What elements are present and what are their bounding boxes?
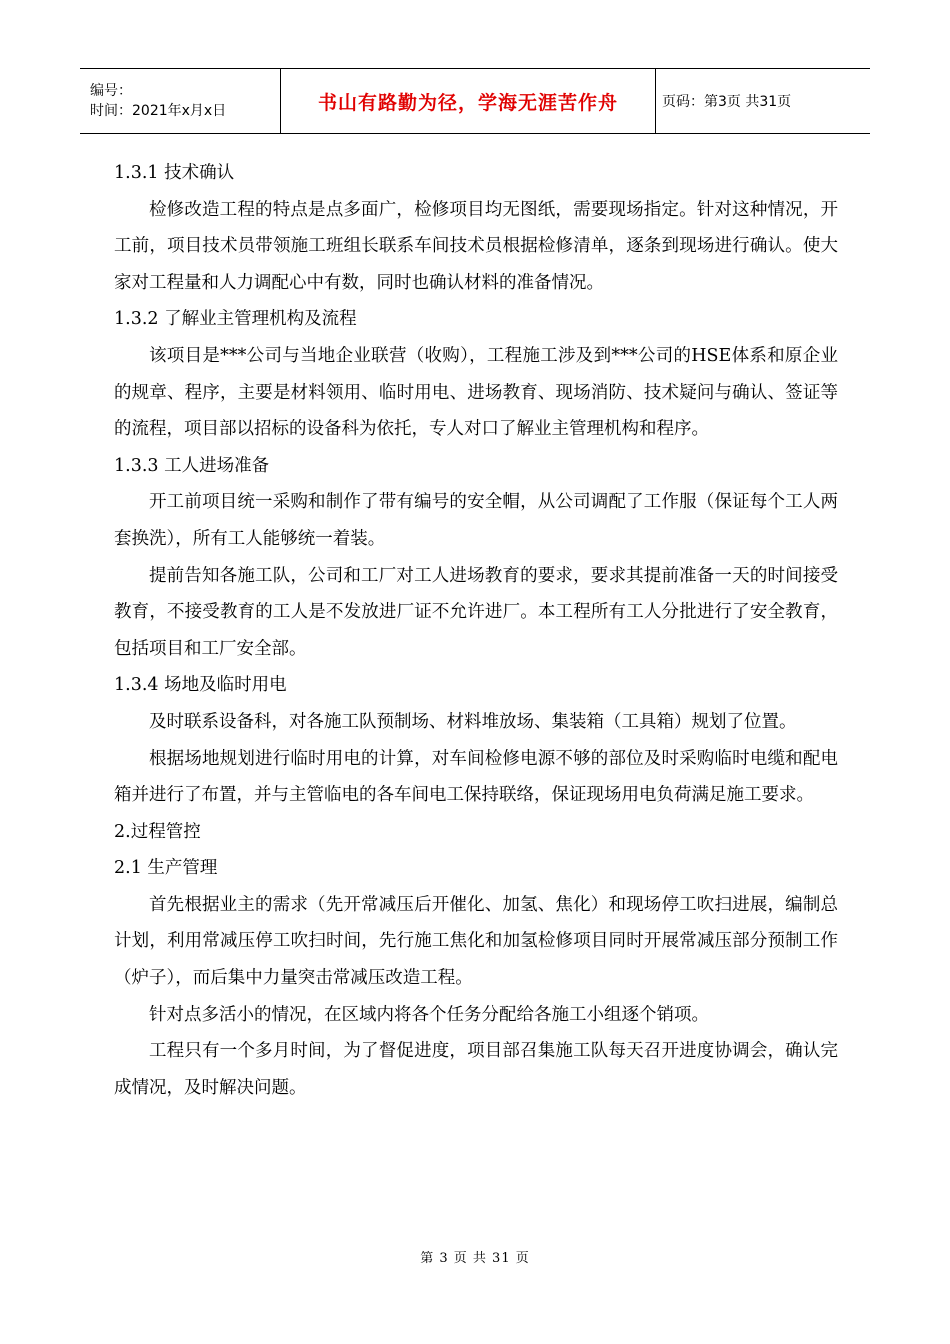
header-motto: 书山有路勤为径，学海无涯苦作舟 xyxy=(317,91,618,114)
header-meta xyxy=(80,69,281,133)
body-paragraph: 提前告知各施工队，公司和工厂对工人进场教育的要求，要求其提前准备一天的时间接受教育，不接受教育的工人是不发放进厂证不允许进厂。本工程所有工人分批进行了安全教育，包括项目和工厂安全部。 xyxy=(114,565,838,659)
section-heading: 1.3.1 技术确认 xyxy=(114,163,235,183)
body-paragraph: 该项目是***公司与当地企业联营（收购），工程施工涉及到***公司的HSE体系和原企业的规章、程序，主要是材料领用、临时用电、进场教育、现场消防、技术疑问与确认、签证等的流程，项目部以招标的设备科为依托，专人对口了解业主管理机构和程序。 xyxy=(114,345,838,440)
section-heading: 1.3.3 工人进场准备 xyxy=(114,455,270,476)
body-paragraph: 首先根据业主的需求（先开常减压后开催化、加氢、焦化）和现场停工吹扫进展，编制总计划，利用常减压停工吹扫时间，先行施工焦化和加氢检修项目同时开展常减压部分预制工作（炉子），而后集中力量突击常减压改造工程。 xyxy=(114,894,838,989)
section-heading: 1.3.2 了解业主管理机构及流程 xyxy=(114,309,357,330)
header-motto-cell xyxy=(281,69,656,133)
document-date: 时间：2021年x月x日 xyxy=(90,103,227,119)
body-paragraph: 开工前项目统一采购和制作了带有编号的安全帽，从公司调配了工作服（保证每个工人两套换洗），所有工人能够统一着装。 xyxy=(114,492,838,549)
section-heading: 2.1 生产管理 xyxy=(114,858,218,879)
header-page-info: 页码：第3页 共31页 xyxy=(662,94,792,110)
section-heading: 2.过程管控 xyxy=(114,821,201,842)
page-footer: 第 3 页 共 31 页 xyxy=(420,1251,530,1266)
page-header xyxy=(80,68,870,134)
body-paragraph: 及时联系设备科，对各施工队预制场、材料堆放场、集装箱（工具箱）规划了位置。 xyxy=(149,711,797,732)
body-paragraph: 根据场地规划进行临时用电的计算，对车间检修电源不够的部位及时采购临时电缆和配电箱并进行了布置，并与主管临电的各车间电工保持联络，保证现场用电负荷满足施工要求。 xyxy=(114,748,838,806)
section-heading: 1.3.4 场地及临时用电 xyxy=(114,675,287,696)
document-number-label: 编号： xyxy=(90,83,132,99)
body-paragraph: 工程只有一个多月时间，为了督促进度，项目部召集施工队每天召开进度协调会，确认完成情况，及时解决问题。 xyxy=(114,1041,838,1098)
document-body xyxy=(114,155,838,1106)
body-paragraph: 针对点多活小的情况，在区域内将各个任务分配给各施工小组逐个销项。 xyxy=(149,1004,709,1025)
body-paragraph: 检修改造工程的特点是点多面广，检修项目均无图纸，需要现场指定。针对这种情况，开工前，项目技术员带领施工班组长联系车间技术员根据检修清单，逐条到现场进行确认。使大家对工程量和人力调配心中有数，同时也确认材料的准备情况。 xyxy=(114,199,838,293)
